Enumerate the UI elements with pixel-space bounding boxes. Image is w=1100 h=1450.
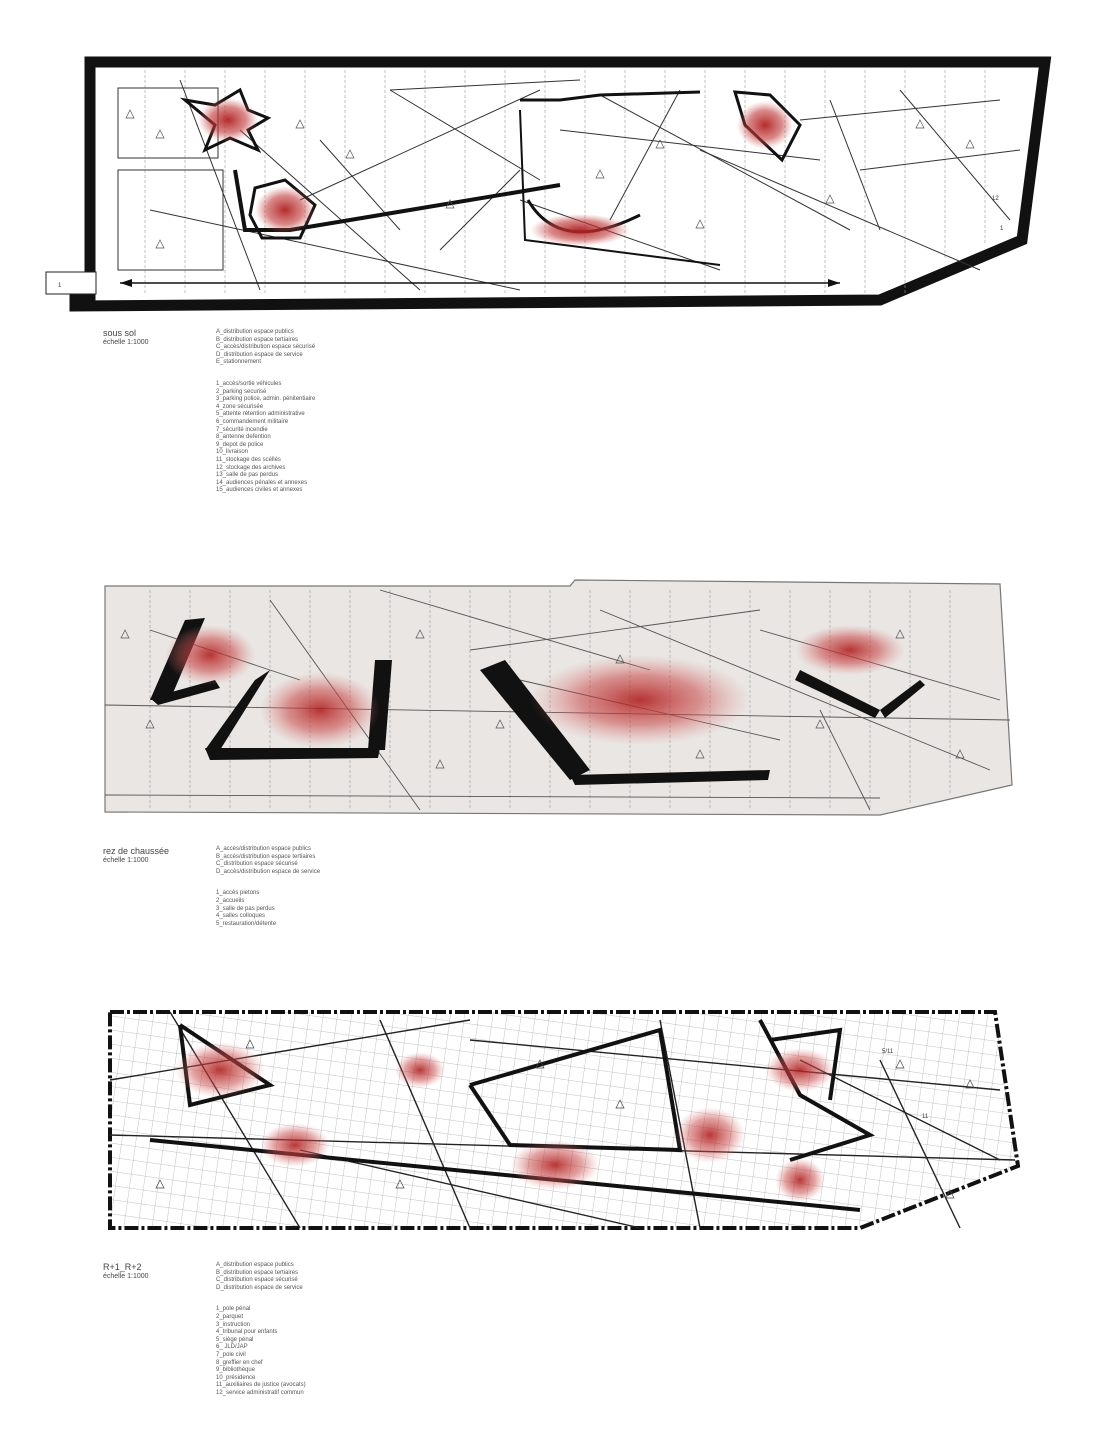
zone-item: C_accès/distribution espace sécurisé: [216, 344, 316, 351]
floor-plan-upper-drawing: [0, 1000, 1100, 1240]
room-item: 8_greffier en chef: [216, 1359, 263, 1366]
zone-item: E_stationnement: [216, 359, 262, 366]
room-label: 5/11: [882, 1049, 894, 1055]
room-item: 2_parquet: [216, 1313, 244, 1320]
room-item: 4_zone sécurisée: [216, 403, 264, 410]
red-zone: [510, 1140, 600, 1190]
red-zone: [737, 101, 793, 149]
zone-item: A_distribution espace publics: [216, 1262, 294, 1268]
plan-title: R+1_R+2: [103, 1262, 142, 1272]
room-item: 3_parking police, admin. pénitentiaire: [216, 396, 316, 403]
room-item: 6_ JLD/JAP: [216, 1344, 248, 1351]
zone-item: C_distribution espace sécurisé: [216, 861, 298, 868]
room-item: 3_instruction: [216, 1321, 251, 1328]
zone-list: [216, 1262, 306, 1292]
room-item: 1_pole pénal: [216, 1306, 251, 1313]
zone-item: D_distribution espace de service: [216, 351, 303, 358]
room-list: [216, 890, 320, 928]
room-item: 11_stockage des scéllés: [216, 456, 281, 463]
zone-item: B_accès/distribution espace tertiaires: [216, 853, 316, 860]
red-zone: [795, 625, 905, 675]
red-zone: [260, 1123, 330, 1167]
plan-r1-r2: [0, 1000, 1100, 1240]
floor-plan-ground-drawing: [0, 570, 1100, 830]
zone-item: D_accès/distribution espace de service: [216, 868, 321, 875]
room-item: 5_restauration/détente: [216, 920, 277, 927]
room-label: 11: [922, 1114, 929, 1120]
red-zone: [775, 1158, 825, 1202]
zone-item: A_accès/distribution espace publics: [216, 846, 312, 852]
room-item: 14_audiences pénales et annexes: [216, 479, 308, 486]
plan-rez-de-chaussee: [0, 570, 1100, 830]
room-item: 3_salle de pas perdus: [216, 905, 275, 912]
plan-legend: [216, 846, 320, 928]
room-item: 6_commandement militaire: [216, 418, 289, 425]
red-zone: [395, 1052, 445, 1088]
room-label: 1: [58, 283, 62, 289]
room-item: 1_accès pietons: [216, 890, 260, 897]
plan-sous-sol: [0, 0, 1100, 320]
plan-title-block: [103, 846, 169, 866]
room-item: 4_salles colloques: [216, 913, 266, 920]
zone-list: [216, 329, 315, 367]
zone-item: D_distribution espace de service: [216, 1284, 303, 1291]
room-item: 1_accès/sortie véhicules: [216, 380, 282, 387]
room-item: 15_audiences civiles et annexes: [216, 487, 303, 494]
room-item: 2_accueils: [216, 897, 245, 904]
room-label: 12: [992, 196, 999, 202]
room-label: 1: [1000, 226, 1004, 232]
red-zone: [255, 186, 315, 234]
plan-scale: échelle 1:1000: [103, 857, 149, 864]
room-item: 5_siège pénal: [216, 1336, 254, 1343]
plan-scale: échelle 1:1000: [103, 1273, 149, 1280]
room-item: 10_présidence: [216, 1374, 256, 1381]
red-zone: [675, 1107, 745, 1163]
zone-list: [216, 846, 320, 876]
red-zone: [765, 1048, 835, 1092]
zone-item: B_distribution espace tertiaires: [216, 336, 299, 343]
room-item: 9_depot de police: [216, 441, 264, 448]
floor-plan-basement-drawing: [0, 0, 1100, 320]
room-item: 8_antenne defention: [216, 434, 271, 441]
plan-title: rez de chaussée: [103, 846, 170, 856]
red-zone: [530, 214, 630, 246]
plan-title: sous sol: [103, 328, 137, 338]
room-item: 5_attente rétention administrative: [216, 411, 305, 418]
room-item: 7_pole civil: [216, 1351, 246, 1358]
room-item: 2_parking securisé: [216, 388, 267, 395]
red-zone: [175, 1042, 265, 1098]
plan-scale: échelle 1:1000: [103, 339, 149, 346]
red-zone: [198, 98, 258, 142]
room-item: 9_bibliothèque: [216, 1367, 256, 1374]
vehicle-entry-ramp: [46, 272, 96, 294]
plan-legend: [216, 329, 315, 495]
room-list: [216, 381, 315, 495]
plan-legend: [216, 1262, 306, 1398]
room-item: 13_salle de pas perdus: [216, 472, 279, 479]
plan-title-block: [103, 328, 149, 348]
zone-item: B_distribution espace tertiaires: [216, 1269, 299, 1276]
room-item: 4_tribunal pour enfants: [216, 1329, 278, 1336]
red-zone: [530, 655, 750, 745]
room-item: 7_sécurité incendie: [216, 426, 268, 433]
room-list: [216, 1306, 306, 1397]
room-item: 12_service administratif commun: [216, 1389, 304, 1396]
room-item: 11_auxiliaires de justice (avocats): [216, 1382, 306, 1389]
plan-title-block: [103, 1262, 149, 1282]
red-zone: [165, 625, 255, 685]
red-zone: [260, 672, 380, 748]
outer-wall: [110, 1012, 1018, 1228]
room-item: 10_livraison: [216, 449, 249, 456]
room-item: 12_stockage des archives: [216, 464, 286, 471]
zone-item: C_distribution espace sécurisé: [216, 1277, 298, 1284]
zone-item: A_distribution espace publics: [216, 329, 294, 335]
